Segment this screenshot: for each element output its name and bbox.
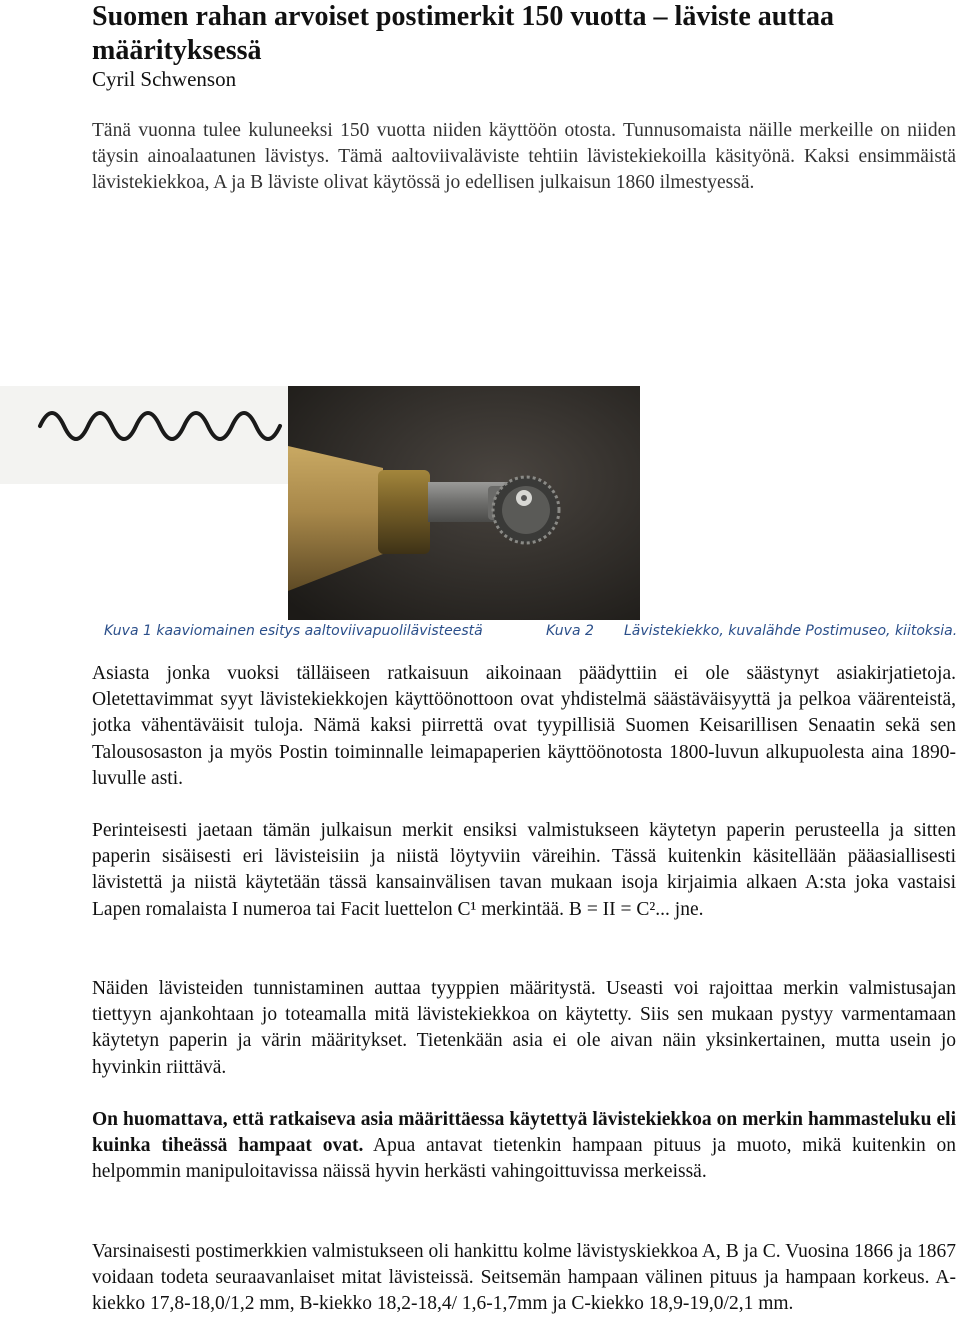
document-title: Suomen rahan arvoiset postimerkit 150 vuotta – läviste auttaa määrityksessä <box>92 1 834 66</box>
paragraph-4-emphasis: On huomattava, että ratkaiseva asia määrittäessa käytettyä lävistekiekkoa on merkin hammasteluku eli kuinka tiheässä hampaat ovat. <box>92 1109 956 1157</box>
figure-wave-diagram <box>0 386 288 484</box>
paragraph-5: Varsinaisesti postimerkkien valmistukseen oli hankittu kolme lävistyskiekkoa A, B ja C. Vuosina 1866 ja 1867 voidaan todeta seuraavanlaiset mitat lävisteissä. Seitsemän hampaan välinen pituus ja hampaan korkeus. A-kiekko 17,8-18,0/1,2 mm, B-kiekko 18,2-18,4/ 1,6-1,7mm ja C-kiekko 18,9-19,0/2,1 mm. <box>92 1241 956 1315</box>
paragraph-2: Perinteisesti jaetaan tämän julkaisun merkit ensiksi valmistukseen käytetyn paperin perusteella ja sitten paperin sisäisesti eri lävisteisiin ja niistä löytyviin väreihin. Tässä kuitenkin käsitellään pääasiallisesti lävistettä ja niistä käytetään tässä kansainvälisen tavan mukaan isoja kirjaimia alkaen A:sta joka vastaisi Lapen romalaista I numeroa tai Facit luettelon C¹ merkintää. B = II = C²... jne. <box>92 820 956 920</box>
figure-perforation-wheel-photo <box>288 386 640 620</box>
author-name: Cyril Schwenson <box>92 67 237 91</box>
paragraph-4-rest: Apua antavat tietenkin hampaan pituus ja muoto, mikä kuitenkin on helpommin manipuloitavissa näissä hyvin herkästi vahingoittuvissa merkeissä. <box>92 1135 956 1183</box>
figure-2-caption-label: Kuva 2 <box>546 623 594 639</box>
figure-1-caption: Kuva 1 kaaviomainen esitys aaltoviivapuolilävisteestä <box>104 623 483 639</box>
paragraph-3: Näiden lävisteiden tunnistaminen auttaa tyyppien määritystä. Useasti voi rajoittaa merkin valmistusajan tiettyyn ajankohtaan jo toteamalla mitä lävistekiekkoa on käytetty. Siis sen mukaan pystyy varmentamaan käytetyn paperin ja värin määritykset. Tietenkään asia ei ole aivan näin yksinkertainen, mutta usein jo hyvinkin riittävä. <box>92 978 956 1078</box>
figure-2-caption-text: Lävistekiekko, kuvalähde Postimuseo, kiitoksia. <box>624 623 958 639</box>
intro-paragraph: Tänä vuonna tulee kuluneeksi 150 vuotta niiden käyttöön otosta. Tunnusomaista näille merkeille on niiden täysin ainoalaatunen lävistys. Tämä aaltoviivaläviste tehtiin lävistekiekoilla käsityönä. Kaksi ensimmäistä lävistekiekkoa, A ja B läviste olivat käytössä jo edellisen julkaisun 1860 ilmestyessä. <box>92 120 956 194</box>
wave-line-icon <box>0 386 288 484</box>
perforation-wheel-icon <box>288 386 640 620</box>
paragraph-1: Asiasta jonka vuoksi tälläiseen ratkaisuun aikoinaan päädyttiin ei ole säästynyt asiakirjatietoja. Oletettavimmat syyt lävistekiekkojen käyttöönottoon ovat yhdistelmä säästäväisyyttä ja pelkoa väärenteistä, jotka vähentäväisit tuloja. Nämä kaksi piirrettä ovat tyypillisiä Suomen Keisarillisen Senaatin sekä sen Talousosaston ja myös Postin toiminnalle leimapaperien käyttöönotosta 1800-luvun alkupuolesta aina 1890-luvulle asti. <box>92 663 956 789</box>
paragraph-4 <box>92 1107 956 1186</box>
